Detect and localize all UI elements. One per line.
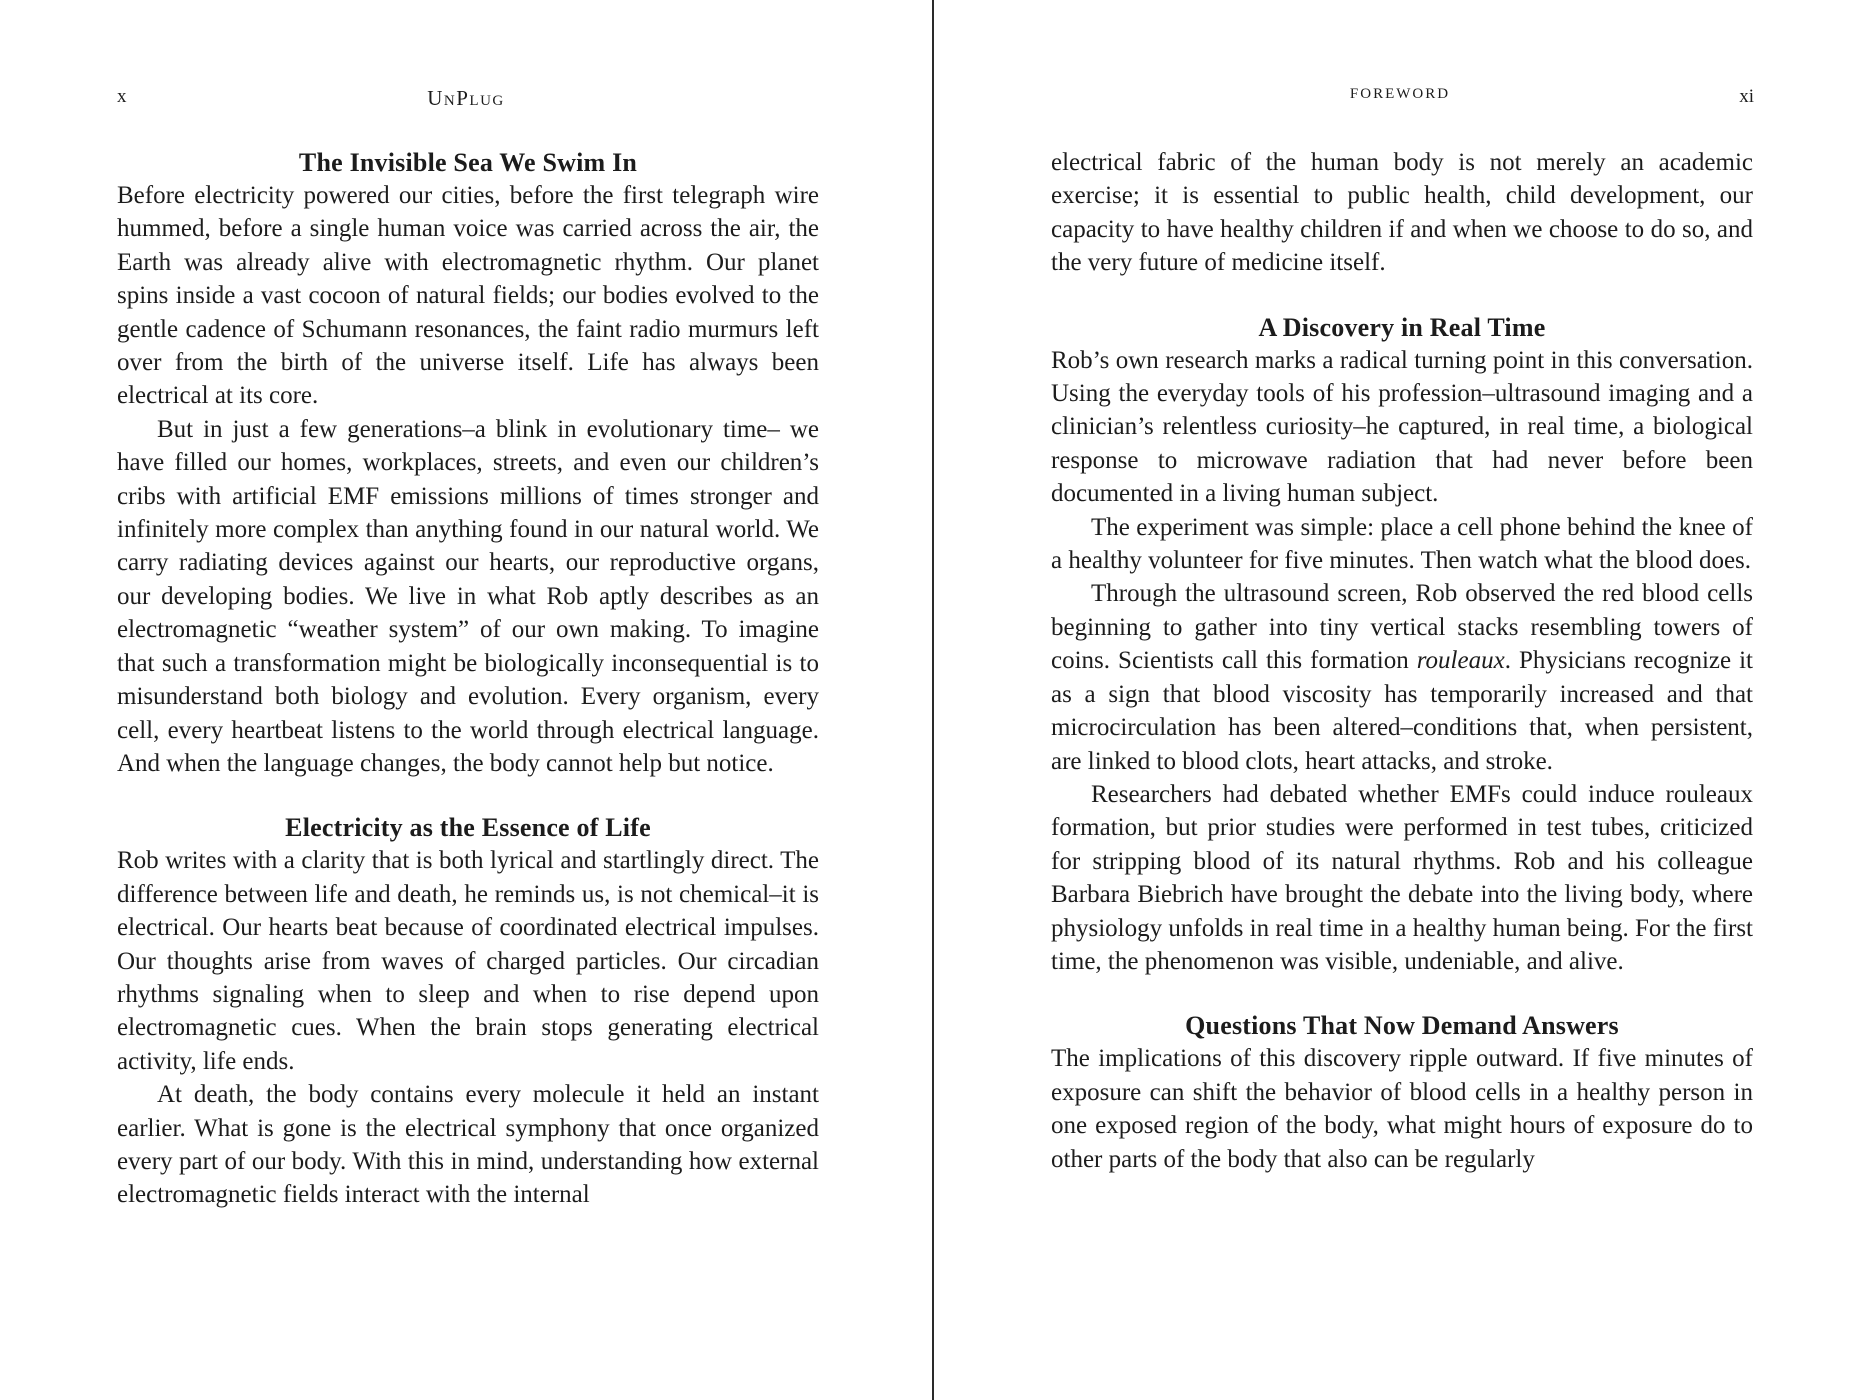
section-heading: Electricity as the Essence of Life — [285, 813, 651, 843]
section-heading: Questions That Now Demand Answers — [1185, 1011, 1619, 1041]
paragraph-text: . Physicians recognize it as a sign that blood viscosity has temporarily increased and that microcirculation has been altered–conditions that, when persistent, are linked to blood clots, heart attacks, and stroke. — [1051, 647, 1753, 775]
paragraph-text: Through the ultrasound screen, Rob observed the red blood cells beginning to gather into tiny vertical stacks resembling towers of coins. Scientists call this formation — [1051, 580, 1753, 675]
paragraph: electrical fabric of the human body is not merely an academic exercise; it is essential to public health, child development, our capacity to have healthy children if and when we choose to do so, and the very future of medicine itself. — [1051, 149, 1753, 277]
running-head-chapter-title: FOREWORD — [1349, 86, 1451, 102]
paragraph: But in just a few generations–a blink in evolutionary time– we have filled our homes, workplaces, streets, and even our children’s cribs with artificial EMF emissions millions of times stronger and infinitely more complex than anything found in our natural world. We carry radiating devices against our hearts, our reproductive organs, our developing bodies. We live in what Rob aptly describes as an electromagnetic “weather system” of our own making. To imagine that such a transformation might be biologically inconsequential is to misunderstand both biology and evolution. Every organism, every cell, every heartbeat listens to the world through electrical language. And when the language changes, the body cannot help but notice. — [117, 415, 819, 777]
right-page — [934, 0, 1866, 1400]
paragraph: Rob’s own research marks a radical turning point in this conversation. Using the everyday tools of his profession–ultrasound imaging and a clinician’s relentless curiosity–he captured, in real time, a biological response to microwave radiation that had never before been documented in a living human subject. — [1051, 346, 1753, 508]
section-heading: A Discovery in Real Time — [1258, 312, 1546, 342]
page-number: x — [117, 86, 127, 107]
running-head-book-title: UnPlug — [427, 86, 505, 110]
italic-term: rouleaux — [1416, 647, 1505, 675]
right-text-block — [1051, 146, 1753, 1176]
paragraph: The experiment was simple: place a cell phone behind the knee of a healthy volunteer for five minutes. Then watch what the blood does. — [1051, 513, 1753, 575]
left-page — [0, 0, 932, 1400]
page-number: xi — [1739, 86, 1754, 107]
left-text-block — [117, 146, 819, 1212]
paragraph — [1051, 577, 1753, 777]
paragraph: Researchers had debated whether EMFs could induce rouleaux formation, but prior studies were performed in test tubes, criticized for stripping blood of its natural rhythms. Rob and his colleague Barbara Biebrich have brought the debate into the living body, where physiology unfolds in real time in a healthy human being. For the first time, the phenomenon was visible, undeniable, and alive. — [1051, 780, 1753, 975]
section-heading: The Invisible Sea We Swim In — [298, 148, 638, 177]
paragraph: At death, the body contains every molecule it held an instant earlier. What is gone is the electrical symphony that once organized every part of our body. With this in mind, understanding how external electromagnetic fields interact with the internal — [117, 1081, 819, 1209]
paragraph: Before electricity powered our cities, before the first telegraph wire hummed, before a single human voice was carried across the air, the Earth was already alive with electromagnetic rhythm. Our planet spins inside a vast cocoon of natural fields; our bodies evolved to the gentle cadence of Schumann resonances, the faint radio murmurs left over from the birth of the universe itself. Life has always been electrical at its core. — [117, 182, 819, 410]
paragraph: The implications of this discovery ripple outward. If five minutes of exposure can shift the behavior of blood cells in a healthy person in one exposed region of the body, what might hours of exposure do to other parts of the body that also can be regularly — [1051, 1045, 1753, 1173]
paragraph: Rob writes with a clarity that is both lyrical and startlingly direct. The difference between life and death, he reminds us, is not chemical–it is electrical. Our hearts beat because of coordinated electrical impulses. Our thoughts arise from waves of charged particles. Our circadian rhythms signaling when to sleep and when to rise depend upon electromagnetic cues. When the brain stops generating electrical activity, life ends. — [117, 847, 819, 1075]
